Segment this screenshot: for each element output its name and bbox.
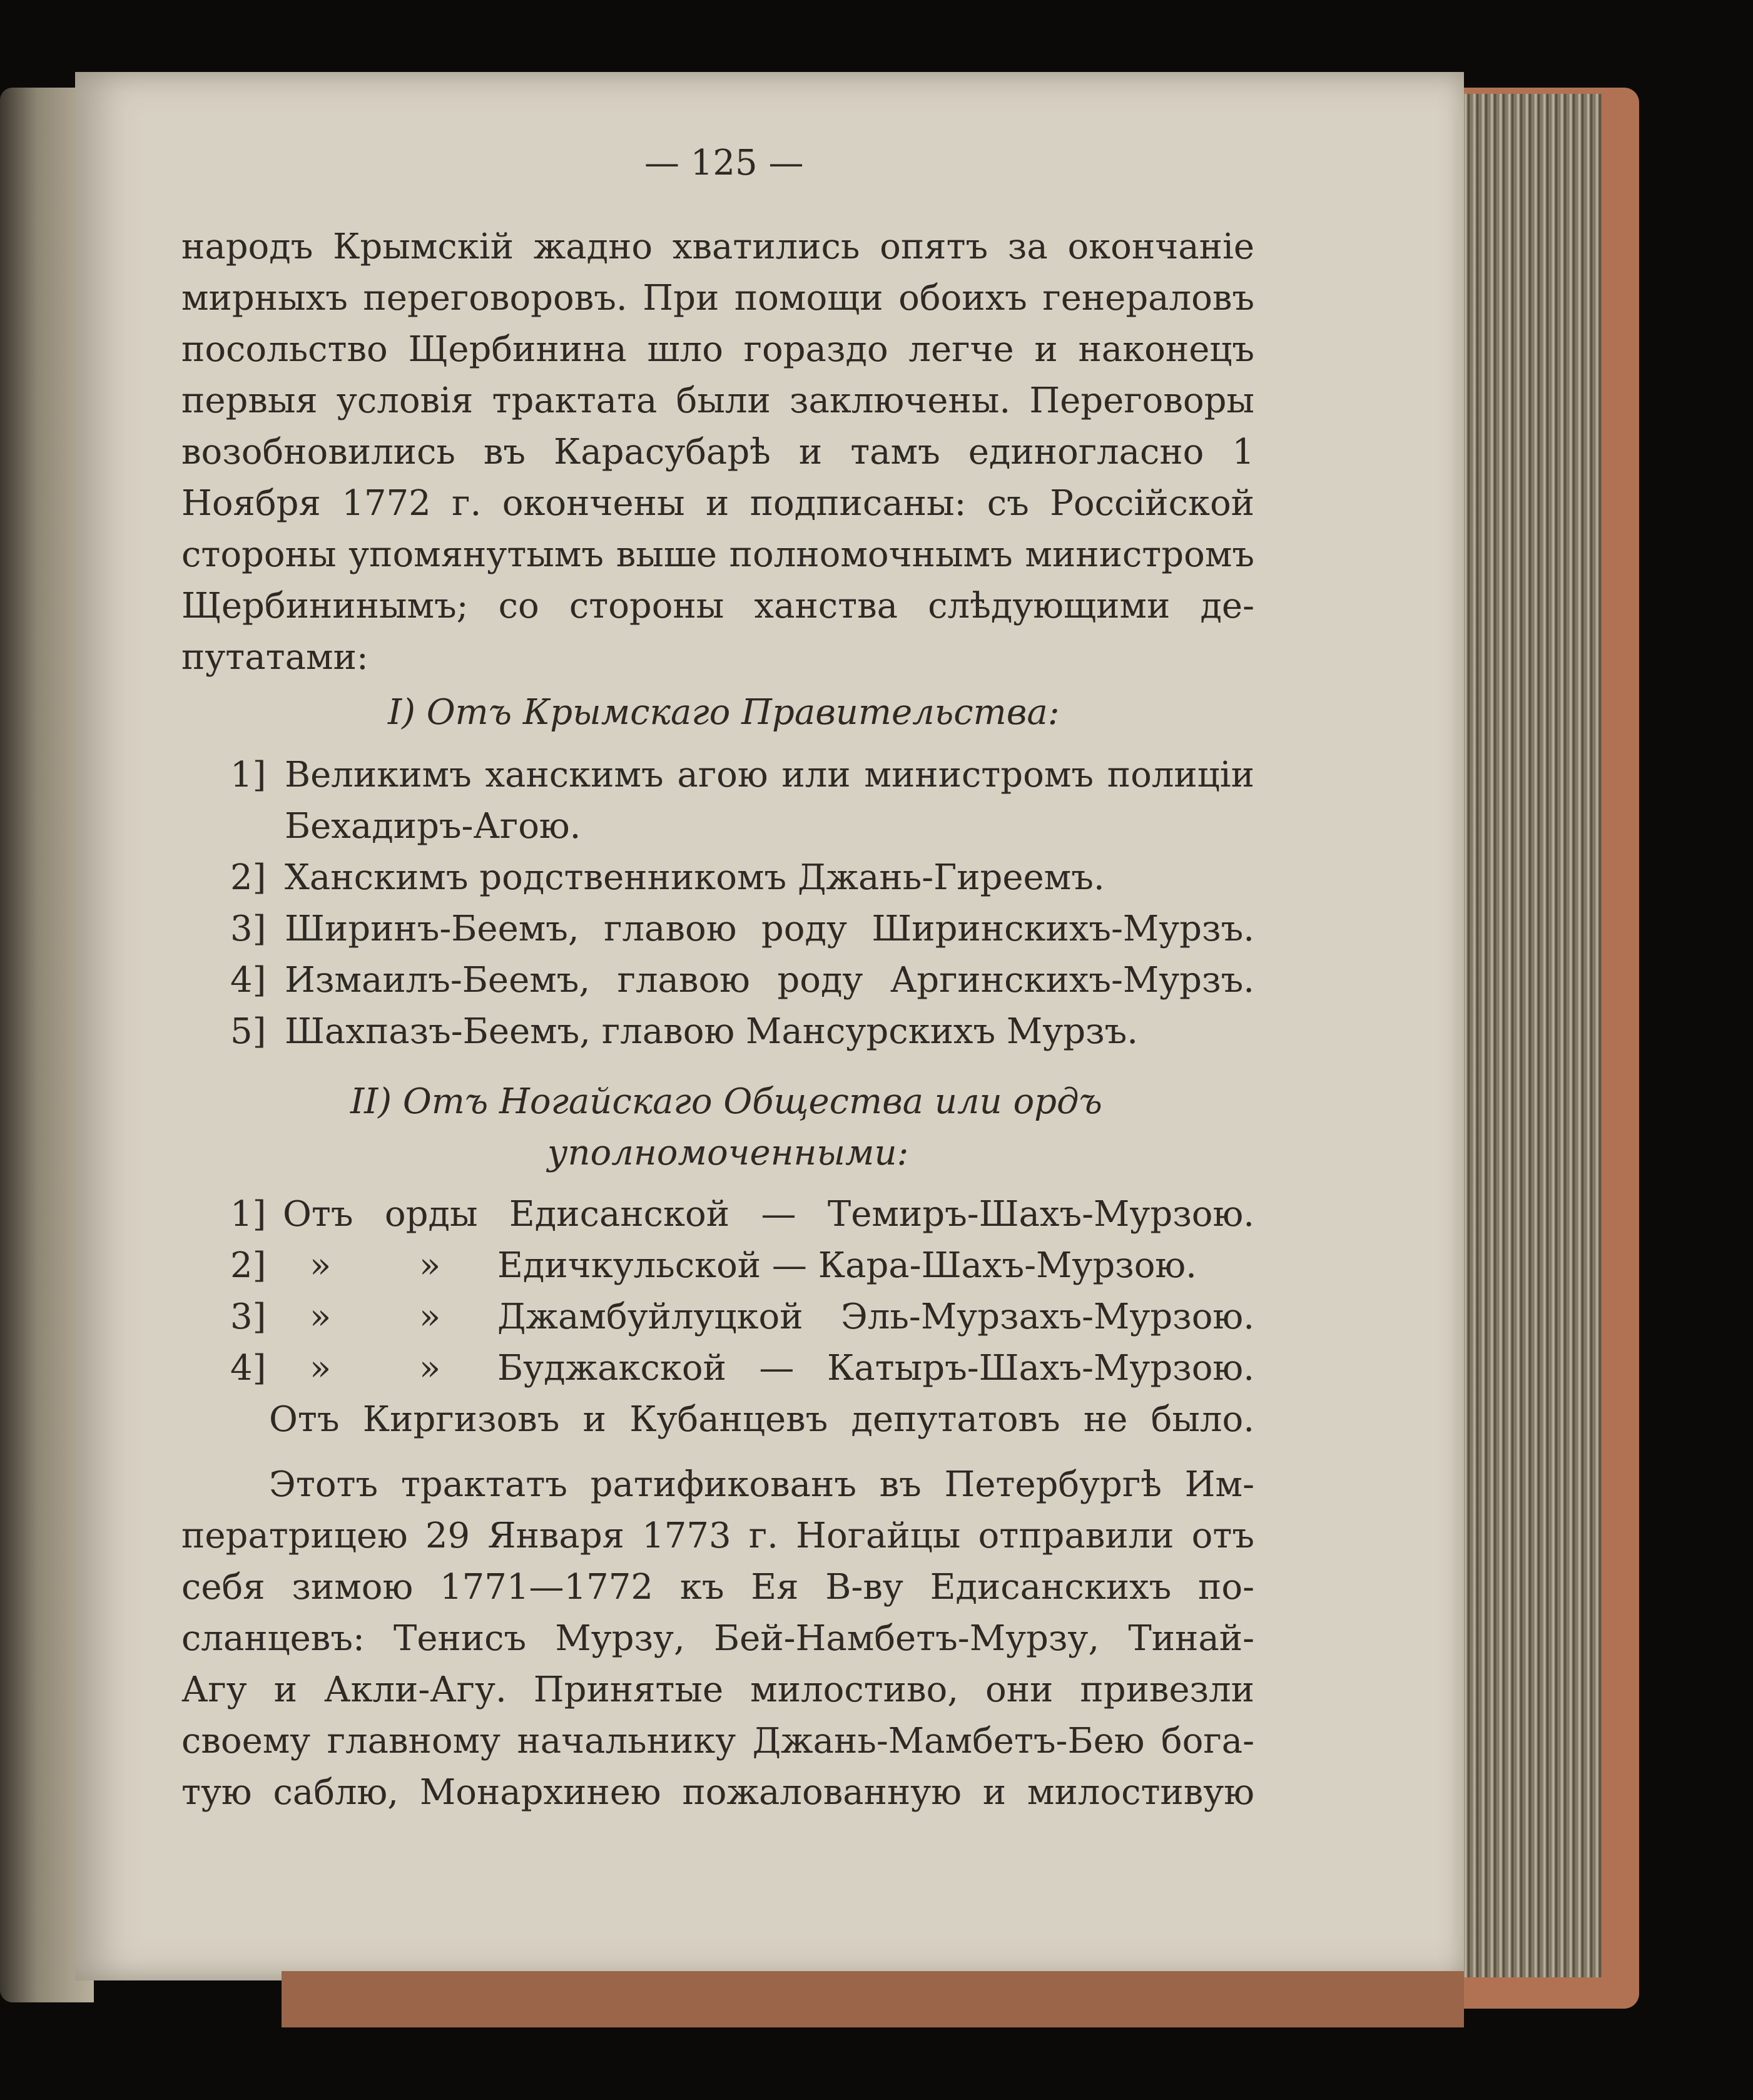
- ditto-mark: »: [310, 1297, 332, 1337]
- body-line: посольство Щербинина шло гораздо легче и наконецъ: [181, 329, 1254, 370]
- page-edges: [1445, 94, 1602, 1977]
- no-deputies-line: Отъ Киргизовъ и Кубанцевъ депутатовъ не было.: [269, 1399, 1254, 1440]
- list-item-number: 4]: [230, 960, 267, 1001]
- list-item-text: Ханскимъ родственникомъ Джань-Гиреемъ.: [285, 857, 1105, 898]
- body-line: Щербининымъ; со стороны ханства слѣдующими де-: [181, 586, 1254, 626]
- list-item-text: Измаилъ-Беемъ, главою роду Аргинскихъ-Мурзъ.: [285, 960, 1254, 1001]
- list-item-text: Бехадиръ-Агою.: [285, 806, 581, 847]
- ditto-mark: »: [310, 1348, 332, 1389]
- list-item-text: Едичкульской — Кара-Шахъ-Мурзою.: [497, 1245, 1197, 1286]
- book-bottom-edge: [282, 1971, 1464, 2027]
- list-item-number: 3]: [230, 1297, 267, 1337]
- section-2-heading: II) Отъ Ногайскаго Общества или ордъ: [350, 1081, 1102, 1122]
- body-line: сланцевъ: Тенисъ Мурзу, Бей-Намбетъ-Мурзу, Тинай-: [181, 1618, 1254, 1659]
- body-line: себя зимою 1771—1772 къ Ея В-ву Едисанскихъ по-: [181, 1567, 1254, 1608]
- list-item-text: Буджакской — Катыръ-Шахъ-Мурзою.: [497, 1348, 1254, 1389]
- section-1-heading: I) Отъ Крымскаго Правительства:: [388, 692, 1060, 733]
- body-line: стороны упомянутымъ выше полномочнымъ министромъ: [181, 534, 1254, 575]
- body-line: тую саблю, Монархинею пожалованную и милостивую: [181, 1772, 1254, 1813]
- list-item-number: 4]: [230, 1348, 267, 1389]
- body-line: возобновились въ Карасубарѣ и тамъ единогласно 1: [181, 432, 1254, 472]
- list-item-number: 2]: [230, 857, 267, 898]
- page-number: — 125 —: [644, 143, 804, 183]
- body-line: Агу и Акли-Агу. Принятые милостиво, они привезли: [181, 1669, 1254, 1710]
- list-item-number: 2]: [230, 1245, 267, 1286]
- list-item-text: Джамбуйлуцкой Эль-Мурзахъ-Мурзою.: [497, 1297, 1254, 1337]
- body-line: народъ Крымскій жадно хватились опятъ за окончаніе: [181, 227, 1254, 267]
- list-item-text: Шахпазъ-Беемъ, главою Мансурскихъ Мурзъ.: [285, 1011, 1139, 1052]
- ditto-mark: »: [310, 1245, 332, 1286]
- list-item-text: Отъ орды Едисанской — Темиръ-Шахъ-Мурзою.: [283, 1194, 1254, 1235]
- list-item-number: 5]: [230, 1011, 267, 1052]
- ditto-mark: »: [419, 1297, 441, 1337]
- body-line: Ноября 1772 г. окончены и подписаны: съ Россійской: [181, 483, 1254, 524]
- list-item-number: 1]: [230, 1194, 267, 1235]
- ditto-mark: »: [419, 1245, 441, 1286]
- list-item-number: 3]: [230, 909, 267, 949]
- section-2-heading-cont: уполномоченными:: [547, 1133, 909, 1173]
- body-line: ператрицею 29 Января 1773 г. Ногайцы отправили отъ: [181, 1516, 1254, 1556]
- body-line: путатами:: [181, 637, 368, 678]
- list-item-text: Ширинъ-Беемъ, главою роду Ширинскихъ-Мурзъ.: [285, 909, 1254, 949]
- body-line: первыя условія трактата были заключены. Переговоры: [181, 380, 1254, 421]
- list-item-number: 1]: [230, 755, 267, 795]
- body-line: своему главному начальнику Джань-Мамбетъ-Бею бога-: [181, 1721, 1254, 1761]
- body-line: мирныхъ переговоровъ. При помощи обоихъ генераловъ: [181, 278, 1254, 319]
- list-item-text: Великимъ ханскимъ агою или министромъ полиціи: [285, 755, 1254, 795]
- body-line: Этотъ трактатъ ратификованъ въ Петербургѣ Им-: [269, 1464, 1254, 1505]
- ditto-mark: »: [419, 1348, 441, 1389]
